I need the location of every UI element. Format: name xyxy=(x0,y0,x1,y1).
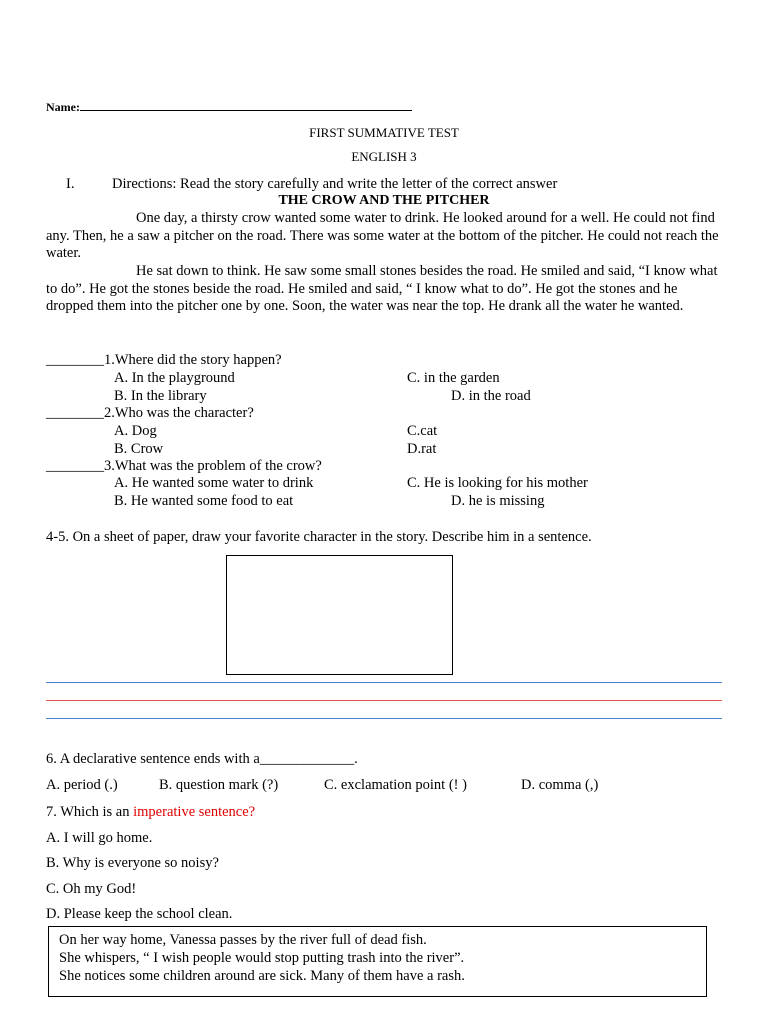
imperative-highlight: imperative sentence? xyxy=(133,804,256,820)
question-2: ________2.Who was the character? xyxy=(46,405,254,421)
subject-title: ENGLISH 3 xyxy=(351,149,417,164)
q1-option-d: D. in the road xyxy=(451,388,531,404)
q2-option-d: D.rat xyxy=(407,441,437,457)
q6-option-c: C. exclamation point (! ) xyxy=(324,777,467,793)
q3-option-a: A. He wanted some water to drink xyxy=(114,475,314,491)
story-box xyxy=(48,926,707,997)
story-paragraph-2: He sat down to think. He saw some small stones besides the road. He smiled and said, “I know what to do”. He got the stones beside the road. He smiled and said, “ I know what to do”. He got the stones and he dropped them into the pitcher one by one. Soon, the water was near the top. He drank all the water he wanted. xyxy=(46,263,718,315)
name-line[interactable] xyxy=(80,98,412,111)
answer-blank-6[interactable]: _____________ xyxy=(259,751,355,767)
story-box-line: She notices some children around are sick. Many of them have a rash. xyxy=(59,968,465,984)
question-6: 6. A declarative sentence ends with a_____________. xyxy=(46,751,358,767)
answer-blank-2[interactable]: ________ xyxy=(46,405,104,421)
q7-option-b: B. Why is everyone so noisy? xyxy=(46,855,219,871)
test-title: FIRST SUMMATIVE TEST xyxy=(309,125,459,140)
question-3: ________3.What was the problem of the crow? xyxy=(46,458,322,474)
question-1: ________1.Where did the story happen? xyxy=(46,352,282,368)
drawing-box[interactable] xyxy=(226,555,453,675)
name-label: Name: xyxy=(46,100,80,114)
story-paragraph-1: One day, a thirsty crow wanted some water to drink. He looked around for a well. He could not find any. Then, he a saw a pitcher on the road. There was some water at the bottom of the pitcher. He could not reach the water. xyxy=(46,210,719,262)
story-title: THE CROW AND THE PITCHER xyxy=(278,193,490,208)
writing-line-bottom[interactable] xyxy=(46,718,722,719)
answer-blank-3[interactable]: ________ xyxy=(46,458,104,474)
q3-option-c: C. He is looking for his mother xyxy=(407,475,588,491)
q7-option-a: A. I will go home. xyxy=(46,830,153,846)
q7-option-c: C. Oh my God! xyxy=(46,881,137,897)
q6-option-d: D. comma (,) xyxy=(521,777,599,793)
section-number: I. xyxy=(66,176,75,192)
q6-option-b: B. question mark (?) xyxy=(159,777,279,793)
name-field[interactable] xyxy=(46,98,412,116)
question-4-5: 4-5. On a sheet of paper, draw your favorite character in the story. Describe him in a sentence. xyxy=(46,529,592,545)
directions: Directions: Read the story carefully and write the letter of the correct answer xyxy=(112,176,558,192)
q2-option-c: C.cat xyxy=(407,423,438,439)
q2-option-b: B. Crow xyxy=(114,441,164,457)
q2-option-a: A. Dog xyxy=(114,423,157,439)
question-7: 7. Which is an imperative sentence? xyxy=(46,804,256,820)
q1-option-a: A. In the playground xyxy=(114,370,235,386)
answer-blank-1[interactable]: ________ xyxy=(46,352,104,368)
writing-line-middle[interactable] xyxy=(46,700,722,701)
q6-option-a: A. period (.) xyxy=(46,777,118,793)
story-box-line: On her way home, Vanessa passes by the river full of dead fish. xyxy=(59,932,427,948)
q3-option-b: B. He wanted some food to eat xyxy=(114,493,294,509)
q1-option-c: C. in the garden xyxy=(407,370,500,386)
writing-line-top[interactable] xyxy=(46,682,722,683)
story-box-line: She whispers, “ I wish people would stop putting trash into the river”. xyxy=(59,950,465,966)
q1-option-b: B. In the library xyxy=(114,388,207,404)
q7-option-d: D. Please keep the school clean. xyxy=(46,906,233,922)
q3-option-d: D. he is missing xyxy=(451,493,545,509)
